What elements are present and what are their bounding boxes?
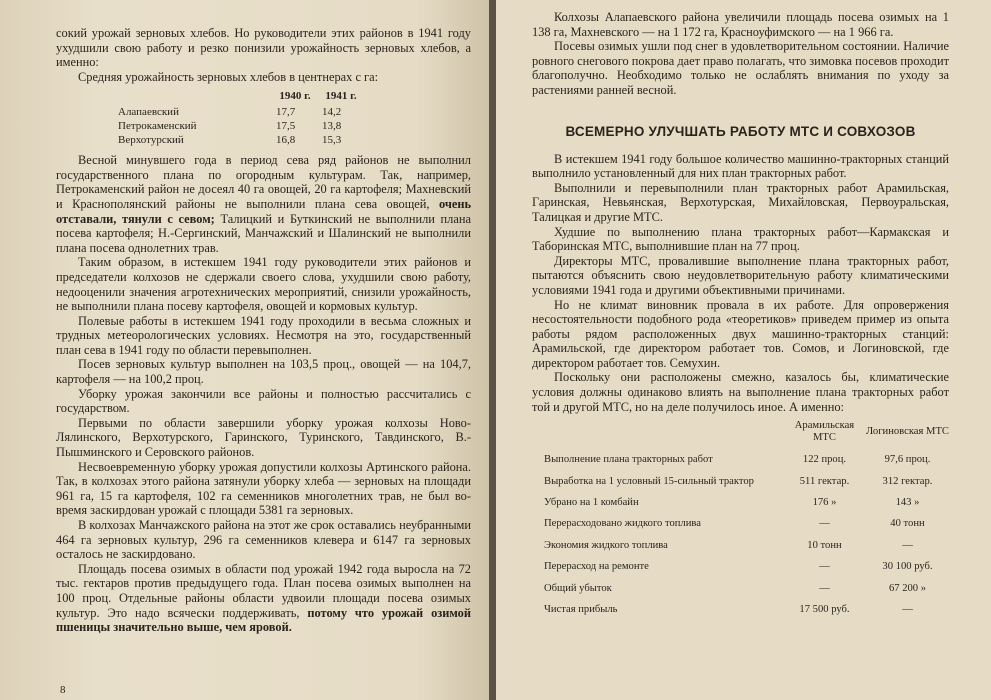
aramil-value: 176 »: [812, 497, 837, 509]
row-label: Перерасход на ремонте: [544, 561, 649, 573]
left-paragraph-2: [56, 153, 471, 255]
table-row: [114, 120, 364, 134]
loginov-value: 97,6 проц.: [884, 454, 931, 466]
yield-1941: 14,2: [322, 106, 342, 119]
aramil-value: 511 гектар.: [799, 475, 850, 487]
left-paragraph-9: В колхозах Манчажского района на этот же срок оставались неубранными 464 га зерновых культур, 296 га семенников клевера и 6147 га зерновых осталось не заскирдовано.: [56, 518, 471, 562]
aramil-value: —: [819, 582, 830, 594]
loginov-value: 30 100 руб.: [882, 561, 933, 573]
paragraph-text: Талицкий и Буткинский не выполнили плана посева картофеля; Н.-Сергинский, Манчажский и Шалинский не выполнили плана посева однолетних трав.: [56, 211, 471, 255]
district-name: Алапаевский: [118, 106, 179, 119]
table-row: [532, 452, 949, 473]
table-row: [532, 474, 949, 495]
aramil-value: —: [819, 561, 830, 573]
right-paragraph-2: Посевы озимых ушли под снег в удовлетворительном состоянии. Наличие ровного снегового покрова дает право полагать, что зимовка посевов проходит благополучно. Необходимо только не ослаблять внимания по уходу за растениями ранней весной.: [532, 39, 949, 97]
loginov-header: Логиновская МТС: [865, 426, 949, 438]
bold-phrase: потому что урожай озимой пшеницы значительно выше, чем яровой.: [56, 605, 471, 635]
loginov-value: 40 тонн: [890, 518, 925, 530]
right-paragraph-5: Худшие по выполнению плана тракторных работ—Кармакская и Таборинская МТС, выполнившие план на 77 проц.: [532, 224, 949, 254]
district-name: Верхотурский: [118, 133, 184, 146]
loginov-value: 312 гектар.: [882, 475, 933, 487]
yield-table-caption: Средняя урожайность зерновых хлебов в центнерах с га:: [78, 69, 379, 84]
row-label: Общий убыток: [544, 582, 612, 594]
loginov-value: —: [902, 604, 913, 616]
table-row: [532, 516, 949, 537]
aramil-value: 10 тонн: [807, 539, 842, 551]
right-paragraph-3: В истекшем 1941 году большое количество машинно-тракторных станций выполнило установленный для них план тракторных работ.: [532, 151, 949, 181]
yield-1940: 17,7: [276, 106, 296, 119]
loginov-value: 143 »: [895, 497, 920, 509]
table-row: [532, 602, 949, 623]
table-row: [114, 106, 364, 120]
row-label: Выработка на 1 условный 15-сильный трактор: [544, 475, 754, 487]
yield-1941: 13,8: [322, 119, 342, 132]
book-gutter: [489, 0, 496, 700]
row-label: Экономия жидкого топлива: [544, 539, 668, 551]
left-paragraph-5: Посев зерновых культур выполнен на 103,5 проц., овощей — на 104,7, картофеля — на 100,2 проц.: [56, 357, 471, 387]
loginov-value: 67 200 »: [888, 582, 927, 594]
row-label: Чистая прибыль: [544, 604, 618, 616]
right-paragraph-7: Но не климат виновник провала в их работе. Для опровержения несостоятельности подобного рода «теоретиков» приведем пример из опыта работы рядом расположенных двух машинно-тракторных станций: Арамильской, где директором работает тов. Сомов, и Логиновской, где директором работает тов. Семухин.: [532, 297, 949, 370]
table-row: [532, 495, 949, 516]
district-name: Петрокаменский: [118, 119, 197, 132]
right-paragraph-4: Выполнили и перевыполнили план тракторных работ Арамильская, Гаринская, Невьянская, Верхотурская, Михайловская, Первоуральская, Талицкая и другие МТС.: [532, 180, 949, 224]
mts-comparison-table: [532, 420, 949, 623]
left-paragraph-7: Первыми по области завершили уборку урожая колхозы Ново-Лялинского, Верхотурского, Гаринского, Туринского, Тавдинского, В.-Пышминского и Серовского районов.: [56, 415, 471, 460]
row-label: Убрано на 1 комбайн: [544, 497, 639, 509]
section-heading: ВСЕМЕРНО УЛУЧШАТЬ РАБОТУ МТС И СОВХОЗОВ: [565, 123, 916, 139]
aramil-value: 17 500 руб.: [799, 604, 850, 616]
left-paragraph-3: Таким образом, в истекшем 1941 году руководители этих районов и председатели колхозов не сдержали своего слова, ухудшили свою работу, недооценили значения агротехнических мероприятий, снизили урожайность, не выполнили плана посеву картофеля, овощей и кормовых культур.: [56, 255, 471, 314]
table-row: [532, 559, 949, 580]
paragraph-text: Площадь посева озимых в области под урожай 1942 года выросла на 72 тыс. гектаров против предыдущего года. План посева озимых выполнен на 100 проц. Отдельные районы области удвоили площади посева озимых культур. Это надо всячески поддерживать,: [56, 561, 471, 620]
left-paragraph-6: Уборку урожая закончили все районы и полностью рассчитались с государством.: [56, 386, 471, 416]
yield-table: [114, 88, 364, 147]
table-row: [532, 581, 949, 602]
left-paragraph-4: Полевые работы в истекшем 1941 году проходили в весьма сложных и трудных метеорологических условиях. Несмотря на это, государственный план сева в 1941 году по области перевыполнен.: [56, 313, 471, 357]
left-paragraph-10: [56, 562, 471, 635]
table-row: [114, 134, 364, 148]
yield-1940: 16,8: [276, 133, 296, 146]
yield-header-1940: 1940 г.: [279, 90, 311, 103]
right-paragraph-1: Колхозы Алапаевского района увеличили площадь посева озимых на 1 138 га, Махневского — на 1 172 га, Красноуфимского — на 1 966 га.: [532, 10, 949, 39]
loginov-value: —: [902, 539, 913, 551]
yield-1940: 17,5: [276, 119, 296, 132]
paragraph-text: Весной минувшего года в период сева ряд районов не выполнил государственного плана по огородным культурам. Так, например, Петрокаменский район не досеял 40 га овощей, 20 га картофеля; Махневский и Краснополянский районы не выполнили плана сева овощей,: [56, 153, 471, 211]
bold-phrase: очень отставали, тянули с севом;: [56, 196, 472, 226]
row-label: Перерасходовано жидкого топлива: [544, 518, 701, 530]
aramil-header: Арамильская МТС: [794, 420, 855, 444]
table-row: [532, 538, 949, 559]
yield-header-1941: 1941 г.: [325, 90, 357, 103]
left-paragraph-8: Несвоевременную уборку урожая допустили колхозы Артинского района. Так, в колхозах этого района затянули уборку хлеба — зерновых на площади 961 га, 15 га картофеля, 102 га семенников многолетних трав, не был во-время заскирдован урожай с площади 5381 га зерновых.: [56, 459, 471, 518]
right-paragraph-6: Директоры МТС, провалившие выполнение плана тракторных работ, пытаются объяснить свою неудовлетворительную работу климатическими условиями 1941 года и другими объективными причинами.: [532, 253, 949, 297]
row-label: Выполнение плана тракторных работ: [544, 454, 713, 466]
page-number: 8: [60, 684, 66, 696]
aramil-value: —: [819, 518, 830, 530]
aramil-value: 122 проц.: [802, 454, 847, 466]
left-paragraph-1: сокий урожай зерновых хлебов. Но руководители этих районов в 1941 году ухудшили свою работу и резко понизили урожайность зерновых хлебов, а именно:: [56, 26, 471, 70]
right-page: [496, 0, 991, 700]
yield-1941: 15,3: [322, 133, 342, 146]
left-page: [0, 0, 489, 700]
right-paragraph-8: Поскольку они расположены смежно, казалось бы, климатические условия должны одинаково влиять на выполнение плана тракторных работ той и другой МТС, но на деле получилось иное. А именно:: [532, 370, 949, 414]
